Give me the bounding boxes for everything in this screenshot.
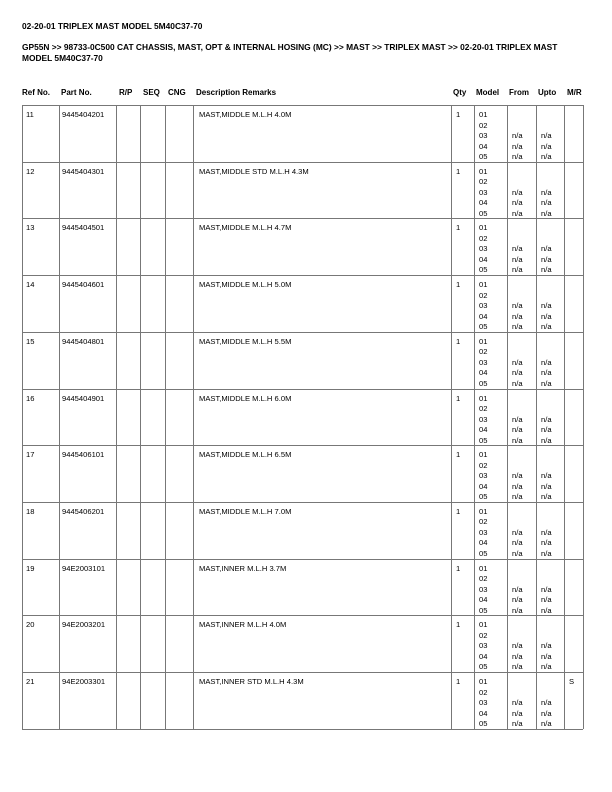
upto-values: n/a n/a n/a [541, 357, 552, 388]
ref-number: 14 [26, 280, 35, 290]
part-number: 9445404301 [62, 166, 105, 176]
column-divider [140, 105, 141, 729]
description: MAST,INNER M.L.H 4.0M [199, 620, 287, 630]
part-number: 9445404901 [62, 393, 105, 403]
row-divider [22, 559, 583, 560]
mr-flag: S [569, 677, 575, 686]
description: MAST,INNER STD M.L.H 4.3M [199, 677, 304, 686]
model-codes: 01 02 03 04 05 [479, 506, 488, 558]
quantity: 1 [456, 450, 461, 460]
col-header-cng: CNG [168, 88, 186, 97]
column-divider [583, 105, 584, 729]
model-codes: 01 02 03 04 05 [479, 223, 488, 275]
col-header-from: From [509, 88, 529, 97]
row-divider [22, 672, 583, 673]
column-divider [536, 105, 537, 729]
quantity: 1 [456, 280, 461, 290]
description: MAST,MIDDLE STD M.L.H 4.3M [199, 166, 309, 176]
part-number: 9445406101 [62, 450, 105, 460]
col-header-seq: SEQ [143, 88, 160, 97]
model-codes: 01 02 03 04 05 [479, 450, 488, 502]
upto-values: n/a n/a n/a [541, 244, 552, 275]
description: MAST,MIDDLE M.L.H 4.0M [199, 110, 292, 119]
quantity: 1 [456, 110, 461, 119]
col-header-upto: Upto [538, 88, 557, 97]
description: MAST,MIDDLE M.L.H 6.0M [199, 393, 292, 403]
column-divider [451, 105, 452, 729]
ref-number: 18 [26, 506, 35, 516]
ref-number: 17 [26, 450, 35, 460]
description: MAST,MIDDLE M.L.H 7.0M [199, 506, 292, 516]
from-values: n/a n/a n/a [512, 244, 523, 275]
from-values: n/a n/a n/a [512, 414, 523, 445]
upto-values: n/a n/a n/a [541, 414, 552, 445]
row-divider [22, 729, 583, 730]
breadcrumb: GP55N >> 98733-0C500 CAT CHASSIS, MAST, OPT & INTERNAL HOSING (MC) >> MAST >> TRIPLEX MAST >> 02-20-01 TRIPLEX MAST MODEL 5M40C37-70 [22, 42, 558, 63]
quantity: 1 [456, 336, 461, 346]
upto-values: n/a n/a n/a [541, 187, 552, 218]
from-values: n/a n/a n/a [512, 187, 523, 218]
from-values: n/a n/a n/a [512, 584, 523, 615]
ref-number: 12 [26, 166, 35, 176]
part-number: 9445404201 [62, 110, 105, 119]
model-codes: 01 02 03 04 05 [479, 620, 488, 672]
from-values: n/a n/a n/a [512, 131, 523, 161]
ref-number: 16 [26, 393, 35, 403]
row-divider [22, 615, 583, 616]
row-divider [22, 275, 583, 276]
column-divider [165, 105, 166, 729]
model-codes: 01 02 03 04 05 [479, 393, 488, 445]
part-number: 9445404501 [62, 223, 105, 233]
upto-values: n/a n/a n/a [541, 471, 552, 502]
description: MAST,MIDDLE M.L.H 5.0M [199, 280, 292, 290]
quantity: 1 [456, 620, 461, 630]
from-values: n/a n/a n/a [512, 471, 523, 502]
column-divider [474, 105, 475, 729]
quantity: 1 [456, 677, 461, 686]
model-codes: 01 02 03 04 05 [479, 563, 488, 615]
row-divider [22, 332, 583, 333]
part-number: 94E2003201 [62, 620, 106, 630]
column-divider [564, 105, 565, 729]
quantity: 1 [456, 393, 461, 403]
part-number: 94E2003101 [62, 563, 106, 573]
column-divider [193, 105, 194, 729]
model-codes: 01 02 03 04 05 [479, 336, 488, 388]
col-header-model: Model [476, 88, 500, 97]
ref-number: 21 [26, 677, 35, 686]
quantity: 1 [456, 223, 461, 233]
upto-values: n/a n/a n/a [541, 641, 552, 672]
upto-values: n/a n/a n/a [541, 698, 552, 728]
ref-number: 13 [26, 223, 35, 233]
col-header-rp: R/P [119, 88, 133, 97]
page-title: 02-20-01 TRIPLEX MAST MODEL 5M40C37-70 [22, 21, 203, 31]
model-codes: 01 02 03 04 05 [479, 677, 488, 728]
description: MAST,MIDDLE M.L.H 4.7M [199, 223, 292, 233]
part-number: 9445406201 [62, 506, 105, 516]
from-values: n/a n/a n/a [512, 527, 523, 558]
column-divider [116, 105, 117, 729]
model-codes: 01 02 03 04 05 [479, 166, 488, 218]
part-number: 94E2003301 [62, 677, 106, 686]
quantity: 1 [456, 506, 461, 516]
ref-number: 15 [26, 336, 35, 346]
quantity: 1 [456, 166, 461, 176]
from-values: n/a n/a n/a [512, 357, 523, 388]
row-divider [22, 218, 583, 219]
ref-number: 11 [26, 110, 34, 119]
row-divider [22, 105, 583, 106]
model-codes: 01 02 03 04 05 [479, 280, 488, 332]
row-divider [22, 502, 583, 503]
model-codes: 01 02 03 04 05 [479, 110, 488, 161]
description: MAST,INNER M.L.H 3.7M [199, 563, 287, 573]
row-divider [22, 162, 583, 163]
upto-values: n/a n/a n/a [541, 527, 552, 558]
upto-values: n/a n/a n/a [541, 301, 552, 332]
col-header-ref: Ref No. [22, 88, 50, 97]
from-values: n/a n/a n/a [512, 301, 523, 332]
col-header-qty: Qty [453, 88, 467, 97]
part-number: 9445404801 [62, 336, 105, 346]
from-values: n/a n/a n/a [512, 698, 523, 728]
description: MAST,MIDDLE M.L.H 5.5M [199, 336, 292, 346]
ref-number: 19 [26, 563, 35, 573]
row-divider [22, 445, 583, 446]
description: MAST,MIDDLE M.L.H 6.5M [199, 450, 292, 460]
column-divider [507, 105, 508, 729]
part-number: 9445404601 [62, 280, 105, 290]
column-divider [22, 105, 23, 729]
from-values: n/a n/a n/a [512, 641, 523, 672]
col-header-part: Part No. [61, 88, 92, 97]
col-header-desc: Description Remarks [196, 88, 277, 97]
column-divider [59, 105, 60, 729]
row-divider [22, 389, 583, 390]
col-header-mr: M/R [567, 88, 582, 97]
quantity: 1 [456, 563, 461, 573]
ref-number: 20 [26, 620, 35, 630]
upto-values: n/a n/a n/a [541, 584, 552, 615]
upto-values: n/a n/a n/a [541, 131, 552, 161]
